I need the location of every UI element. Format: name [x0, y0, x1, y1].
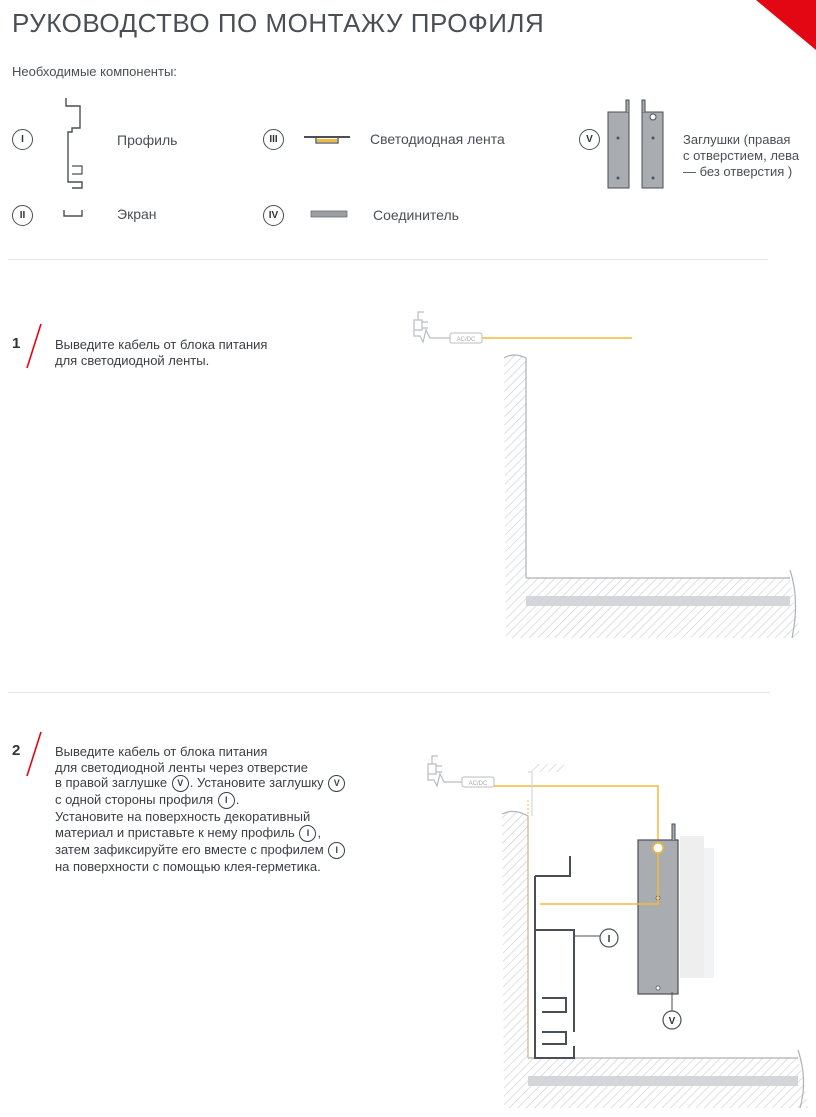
component-label-led-strip: Светодиодная лента [370, 131, 505, 147]
connector-icon [310, 209, 350, 219]
component-numeral-iii: III [263, 129, 284, 150]
profile-icon [60, 96, 90, 191]
cap-callout-label: V [668, 1016, 676, 1027]
step-2-illustration [410, 740, 816, 1110]
step-2-line: для светодиодной ленты через отверстие [55, 759, 309, 775]
step-1-illustration [400, 300, 816, 650]
component-numeral-i: I [12, 129, 33, 150]
aluminium-profile [535, 856, 574, 1058]
component-numeral-ii: II [12, 205, 33, 226]
psu-label: AC/DC [468, 781, 488, 787]
red-slash-icon [24, 322, 44, 372]
ref-i-circle: I [218, 792, 235, 809]
ref-v-circle: V [328, 775, 345, 792]
step-2-line-part: , [317, 824, 322, 840]
step-2-line-part: материал и приставьте к нему профиль [55, 824, 295, 840]
screen-icon [62, 208, 84, 220]
component-numeral-iv: IV [263, 205, 284, 226]
step-2-line [55, 775, 415, 792]
end-caps-label-line: с отверстием, лева [683, 148, 800, 163]
ref-i-circle: I [299, 825, 316, 842]
step-2-line-part: . Установите заглушку [189, 775, 324, 791]
end-caps-label-line: — без отверстия ) [683, 164, 793, 179]
step-number-1: 1 [12, 335, 21, 352]
section-divider [8, 692, 770, 693]
page-title: РУКОВОДСТВО ПО МОНТАЖУ ПРОФИЛЯ [12, 8, 545, 38]
section-divider [8, 259, 768, 260]
power-plug-icon [428, 756, 462, 786]
step-2-line-part: в правой заглушке [55, 775, 168, 791]
end-caps-icon [606, 98, 666, 190]
ref-v-circle: V [172, 775, 189, 792]
profile-callout-label: I [607, 934, 611, 945]
step-2-line: Установите на поверхность декоративный [55, 809, 311, 825]
end-caps-label-line: Заглушки (правая [683, 132, 791, 147]
components-subtitle: Необходимые компоненты: [12, 64, 177, 79]
psu-label: AC/DC [456, 337, 476, 343]
ref-i-circle: I [328, 842, 345, 859]
step-2-line [55, 792, 415, 809]
component-label-connector: Соединитель [373, 207, 459, 223]
component-label-end-caps [683, 132, 799, 180]
cap-shadow [680, 836, 714, 978]
step-2-line-part: . [235, 792, 240, 808]
component-numeral-v: V [579, 129, 600, 150]
component-label-screen: Экран [117, 206, 157, 222]
step-2-line-part: с одной стороны профиля [55, 792, 214, 808]
step-1-text: Выведите кабель от блока питания для светодиодной ленты. [55, 337, 268, 368]
red-slash-icon [24, 730, 44, 780]
wall-section [504, 355, 800, 638]
step-2-line [55, 842, 415, 859]
step-2-text [55, 744, 415, 875]
led-strip-icon [302, 133, 352, 147]
power-plug-icon [414, 312, 450, 342]
step-2-line: Выведите кабель от блока питания [55, 744, 268, 759]
step-number-2: 2 [12, 742, 21, 759]
step-2-line: на поверхности с помощью клея-герметика. [55, 859, 321, 875]
corner-accent-shape [740, 0, 816, 50]
step-2-line [55, 825, 415, 842]
component-label-profile: Профиль [117, 132, 178, 148]
step-2-line-part: затем зафиксируйте его вместе с профилем [55, 841, 324, 857]
